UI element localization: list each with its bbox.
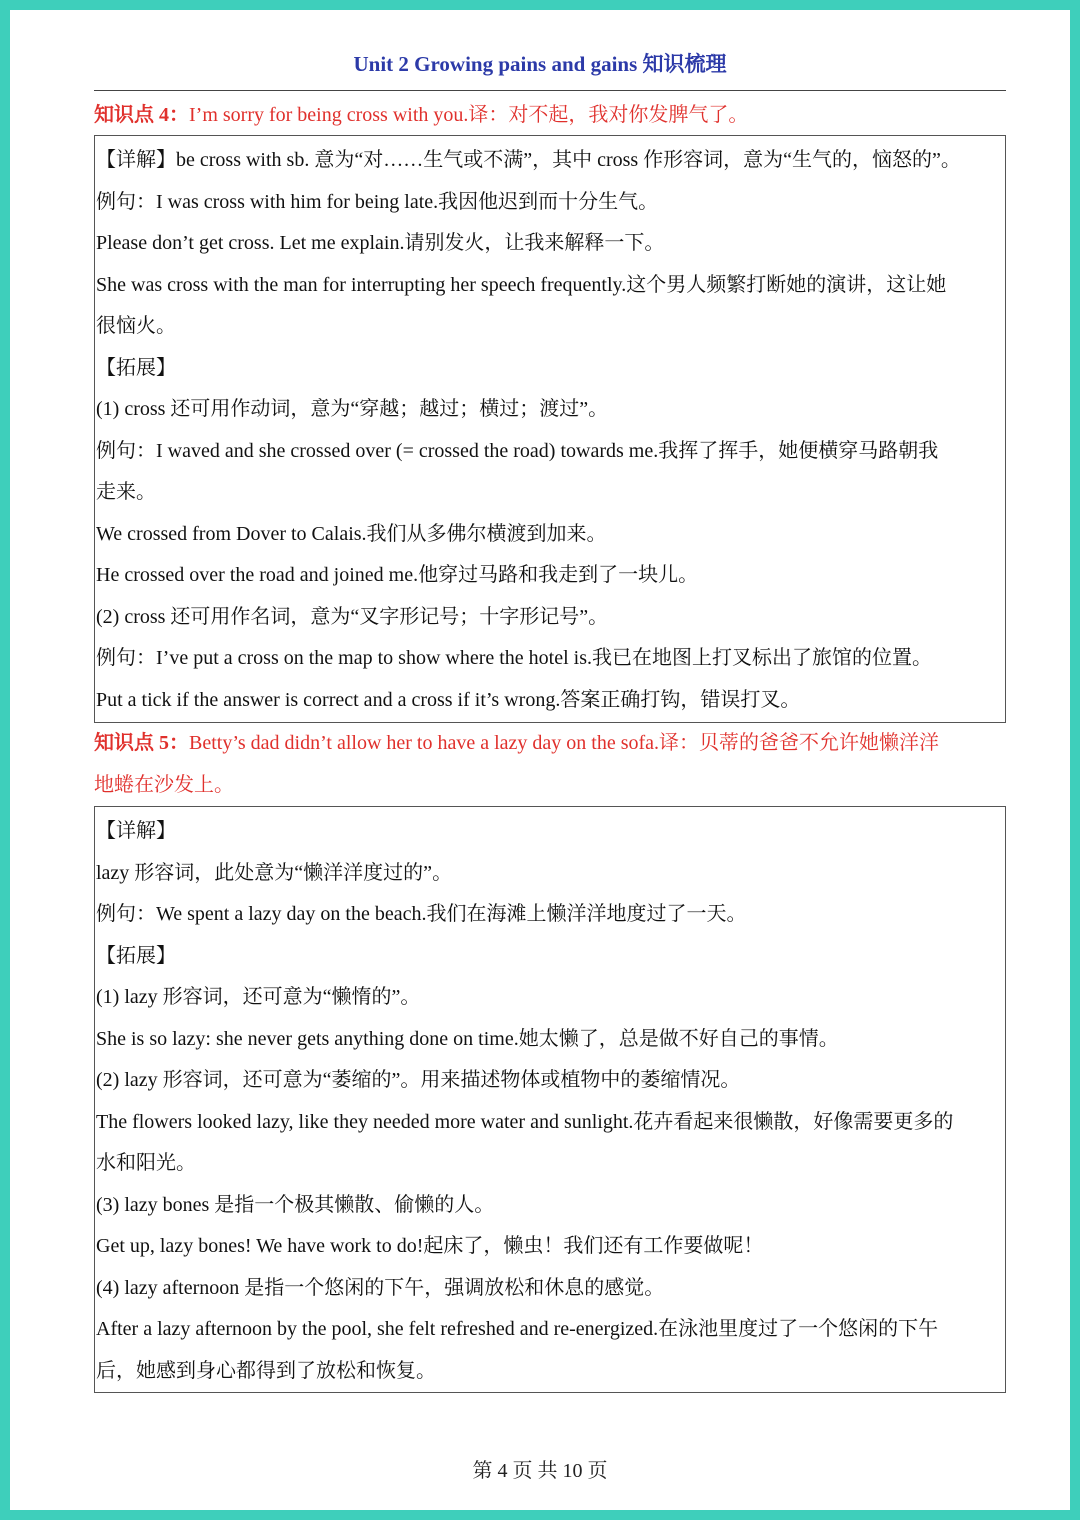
explanation-line: She was cross with the man for interrupting her speech frequently.这个男人频繁打断她的演讲，这让她: [96, 273, 947, 296]
explanation-line: Please don’t get cross. Let me explain.请别发火，让我来解释一下。: [96, 232, 665, 254]
explanation-line: He crossed over the road and joined me.他穿过马路和我走到了一块儿。: [96, 564, 699, 586]
explanation-line: 例句：I was cross with him for being late.我因他迟到而十分生气。: [96, 190, 659, 213]
explanation-line: 例句：I waved and she crossed over (= crossed the road) towards me.我挥了挥手，她便横穿马路朝我: [96, 439, 939, 462]
point-title-line: [94, 765, 1006, 807]
explanation-line: 很恼火。: [96, 315, 176, 337]
explanation-line: lazy 形容词，此处意为“懒洋洋度过的”。: [96, 861, 453, 884]
explanation-line: 【详解】be cross with sb. 意为“对……生气或不满”，其中 cross 作形容词，意为“生气的，恼怒的”。: [96, 149, 961, 171]
explanation-line: 走来。: [96, 481, 156, 503]
explanation-line: She is so lazy: she never gets anything done on time.她太懒了，总是做不好自己的事情。: [96, 1027, 839, 1050]
point5-title: [94, 723, 1006, 806]
header-divider: [94, 90, 1006, 91]
point-sentence: 地蜷在沙发上。: [94, 773, 234, 796]
point5-box: [94, 806, 1006, 1393]
point-label: 知识点 4：: [94, 104, 189, 126]
explanation-line: (1) cross 还可用作动词，意为“穿越；越过；横过；渡过”。: [96, 398, 609, 420]
explanation-line: 后，她感到身心都得到了放松和恢复。: [96, 1359, 436, 1382]
page-title: Unit 2 Growing pains and gains 知识梳理: [353, 52, 727, 76]
explanation-line: (2) cross 还可用作名词，意为“叉字形记号；十字形记号”。: [96, 605, 609, 628]
explanation-line: 【拓展】: [96, 356, 176, 379]
point4-title: [94, 95, 1006, 137]
explanation-line: 【详解】: [96, 820, 176, 842]
explanation-line: (1) lazy 形容词，还可意为“懒惰的”。: [96, 986, 421, 1008]
point-title-line: [94, 723, 1006, 765]
explanation-line: (2) lazy 形容词，还可意为“萎缩的”。用来描述物体或植物中的萎缩情况。: [96, 1069, 741, 1091]
explanation-line: 水和阳光。: [96, 1152, 196, 1174]
explanation-line: Put a tick if the answer is correct and a cross if it’s wrong.答案正确打钩，错误打叉。: [96, 688, 801, 711]
explanation-line: 例句：We spent a lazy day on the beach.我们在海滩上懒洋洋地度过了一天。: [96, 903, 747, 925]
explanation-line: 例句：I’ve put a cross on the map to show where the hotel is.我已在地图上打叉标出了旅馆的位置。: [96, 647, 933, 669]
explanation-line: 【拓展】: [96, 944, 176, 967]
page-number: 第 4 页 共 10 页: [472, 1460, 608, 1482]
explanation-line: (3) lazy bones 是指一个极其懒散、偷懒的人。: [96, 1193, 495, 1216]
explanation-line: We crossed from Dover to Calais.我们从多佛尔横渡到加来。: [96, 522, 607, 545]
explanation-line: The flowers looked lazy, like they needed more water and sunlight.花卉看起来很懒散，好像需要更多的: [96, 1110, 954, 1133]
point-sentence: Betty’s dad didn’t allow her to have a lazy day on the sofa.译：贝蒂的爸爸不允许她懒洋洋: [189, 732, 940, 754]
point-title-line: [94, 95, 1006, 137]
explanation-line: Get up, lazy bones! We have work to do!起床了，懒虫！我们还有工作要做呢！: [96, 1235, 764, 1257]
explanation-line: (4) lazy afternoon 是指一个悠闲的下午，强调放松和休息的感觉。: [96, 1276, 665, 1299]
point4-box: [94, 135, 1006, 723]
explanation-line: After a lazy afternoon by the pool, she felt refreshed and re-energized.在泳池里度过了一个悠闲的下午: [96, 1318, 939, 1340]
point-sentence: I’m sorry for being cross with you.译：对不起，我对你发脾气了。: [189, 104, 749, 126]
point-label: 知识点 5：: [94, 732, 189, 754]
